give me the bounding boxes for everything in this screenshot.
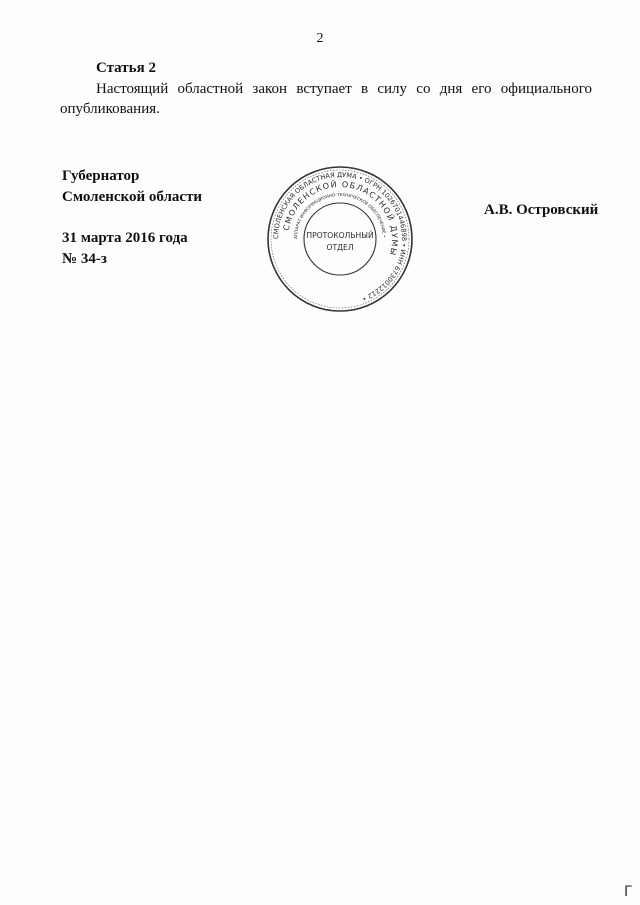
corner-mark: Г [624,884,633,900]
article-title: Статья 2 [96,60,156,76]
position-line-2: Смоленской области [62,189,203,205]
official-seal [266,165,414,313]
seal-outer-text: СМОЛЕНСКАЯ ОБЛАСТНАЯ ДУМА • ОГРН 1026701446898 • ИНН 6730012212 • [271,170,409,303]
seal-center-line-2: ОТДЕЛ [326,243,354,252]
position-line-1: Губернатор [62,168,140,184]
signature-block [62,166,202,270]
article-body: Настоящий областной закон вступает в силу со дня его официального опубликования. [60,81,592,117]
seal-graphic [266,165,414,313]
law-number: № 34-з [62,251,107,267]
seal-center-line-1: ПРОТОКОЛЬНЫЙ [306,231,374,240]
law-date: 31 марта 2016 года [62,230,188,246]
signer-name: А.В. Островский [484,202,599,218]
page-number: 2 [316,31,324,46]
seal-middle-text: СМОЛЕНСКОЙ ОБЛАСТНОЙ ДУМЫ [281,179,400,258]
seal-inner-text: АППАРАТ ИНФОРМАЦИОННО-ТЕХНИЧЕСКОЕ ОБЕСПЕЧЕНИЕ • [292,191,387,240]
